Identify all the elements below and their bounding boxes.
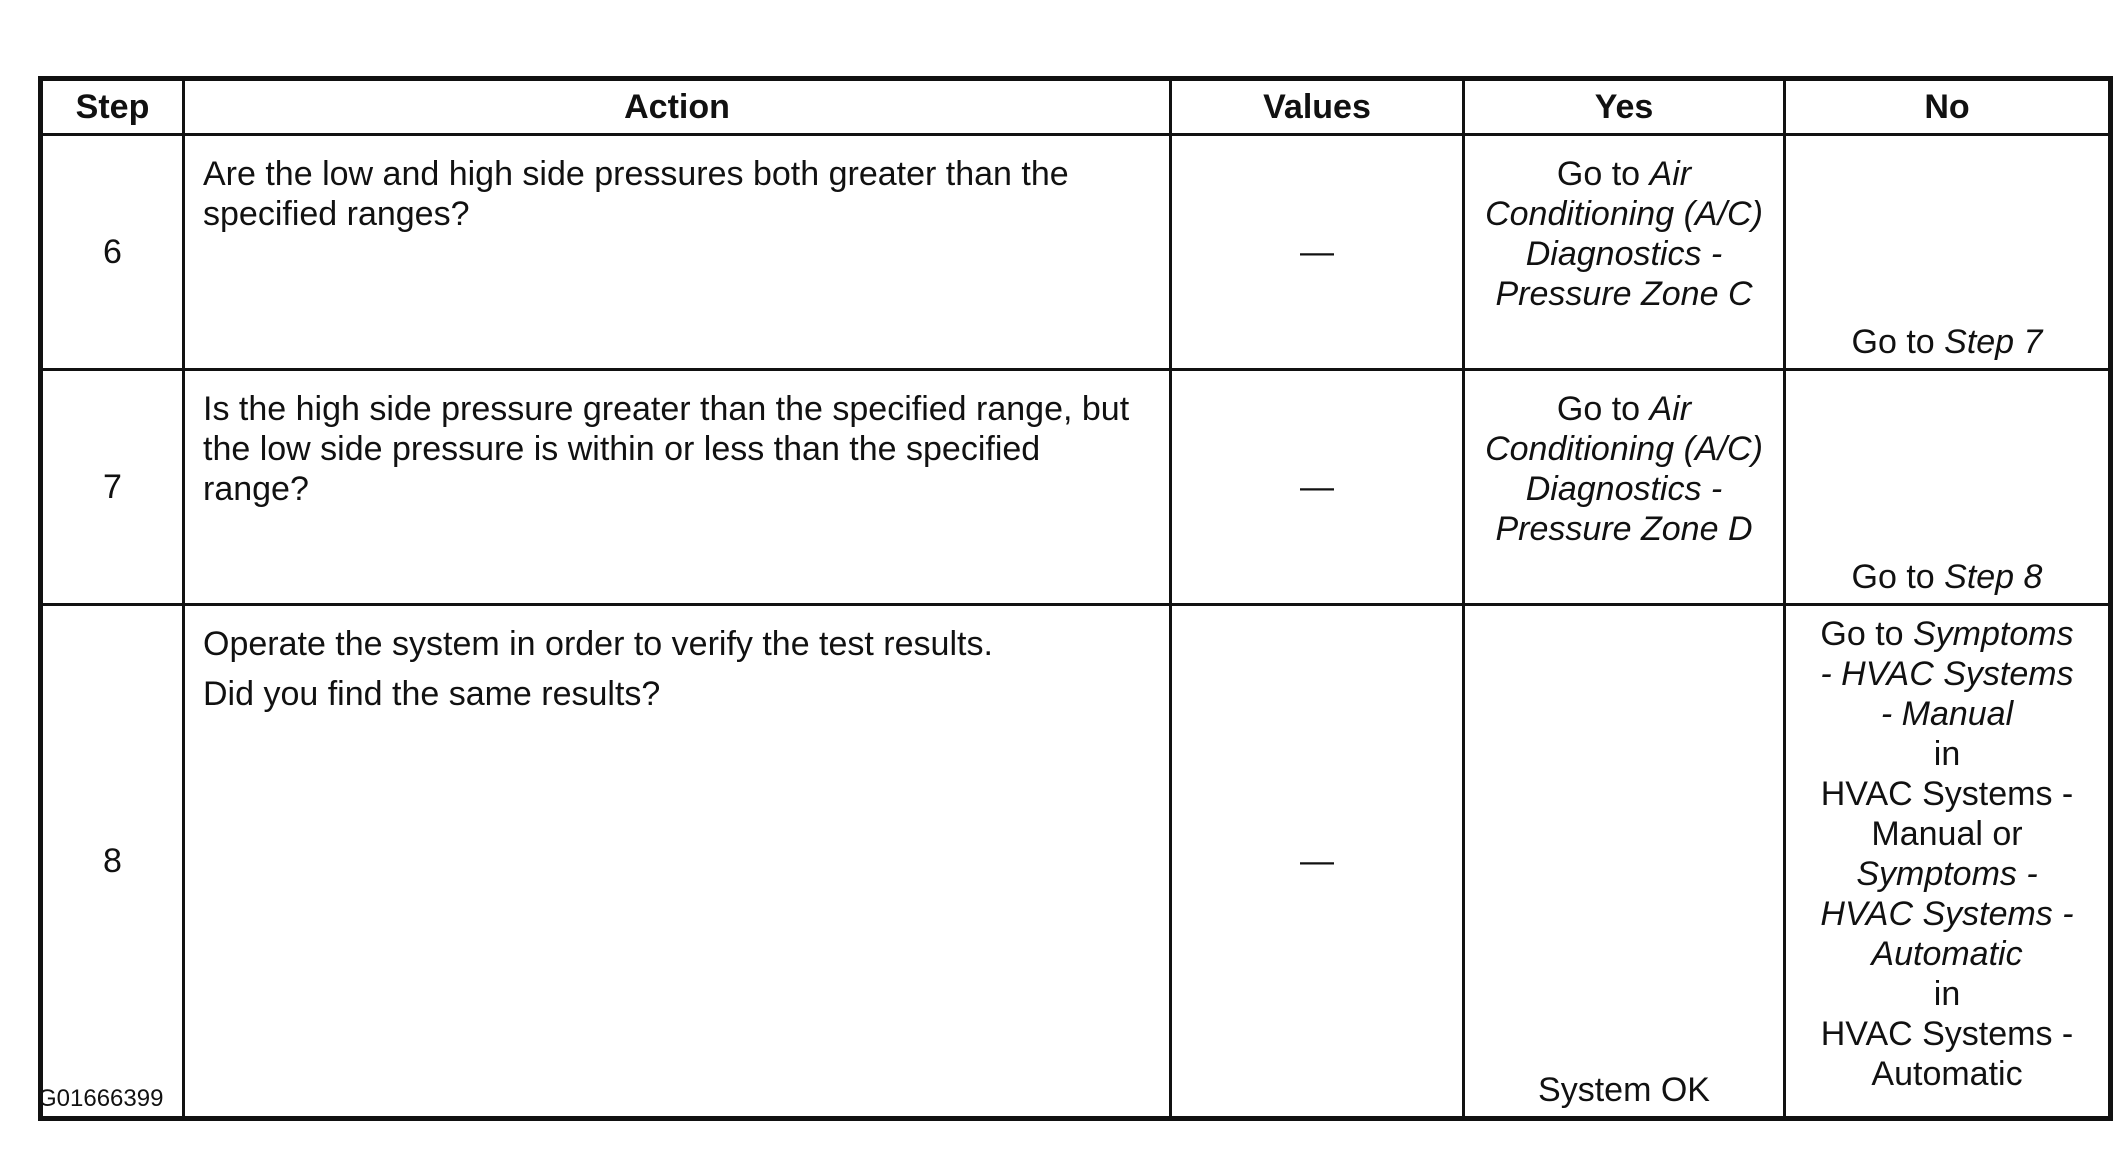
header-step: Step [41,79,184,135]
reference-link[interactable]: Symptoms - [1856,855,2038,893]
reference-link[interactable]: - HVAC Systems [1820,655,2074,693]
table-row-step-6 [41,135,2111,370]
go-to-text: Go to [1851,323,1945,361]
reference-link[interactable]: HVAC Systems - [1820,895,2074,933]
reference-link[interactable]: Diagnostics - [1525,470,1723,508]
reference-link[interactable]: Pressure Zone C [1495,275,1753,313]
values-cell: — [1171,605,1464,1119]
no-cell [1785,135,2111,370]
action-text: Are the low and high side pressures both greater than the specified ranges? [203,155,1069,233]
reference-link[interactable]: Air [1649,390,1692,428]
step-link[interactable]: Step 8 [1944,558,2043,596]
values-cell: — [1171,370,1464,605]
reference-in-text: in [1933,975,1961,1013]
step-number: 6 [41,135,184,370]
action-text: Operate the system in order to verify the test results. [203,625,993,663]
go-to-text: Go to [1851,558,1945,596]
action-cell [184,370,1171,605]
action-cell [184,135,1171,370]
no-reference-line[interactable] [1790,557,2104,597]
table-row-step-8 [41,605,2111,1119]
header-values: Values [1171,79,1464,135]
action-question: Did you find the same results? [203,675,661,713]
header-action: Action [184,79,1171,135]
reference-link[interactable]: Diagnostics - [1525,235,1723,273]
reference-section-text: Manual or [1871,815,2023,853]
figure-id: G01666399 [38,1085,164,1112]
go-to-text: Go to [1556,155,1650,193]
reference-in-text: in [1933,735,1961,773]
header-row [41,79,2111,135]
header-yes: Yes [1464,79,1785,135]
no-cell [1785,370,2111,605]
reference-section-text: HVAC Systems - [1820,1015,2074,1053]
go-to-text: Go to [1820,615,1913,653]
reference-link[interactable]: Conditioning (A/C) [1485,195,1763,233]
reference-link[interactable]: Pressure Zone D [1495,510,1753,548]
no-cell [1785,605,2111,1119]
go-to-text: Go to [1556,390,1650,428]
reference-section-text: HVAC Systems - [1820,775,2074,813]
system-ok-text: System OK [1538,1071,1710,1109]
header-no: No [1785,79,2111,135]
yes-reference-line-1[interactable] [1469,389,1779,429]
reference-section-text: Automatic [1871,1055,2023,1093]
diagnostic-table [38,76,2113,1121]
step-number: 7 [41,370,184,605]
yes-cell [1464,135,1785,370]
action-cell [184,605,1171,1119]
no-reference-line-1[interactable] [1790,614,2104,654]
action-text: Is the high side pressure greater than the specified range, but the low side pressure is within or less than the specified range? [203,390,1130,508]
no-reference-line[interactable] [1790,322,2104,362]
values-cell: — [1171,135,1464,370]
step-link[interactable]: Step 7 [1944,323,2043,361]
yes-reference-line-1[interactable] [1469,154,1779,194]
yes-cell [1464,370,1785,605]
reference-link[interactable]: Symptoms [1913,615,2074,653]
reference-link[interactable]: Automatic [1871,935,2023,973]
reference-link[interactable]: Air [1649,155,1692,193]
reference-link[interactable]: Conditioning (A/C) [1485,430,1763,468]
table-row-step-7 [41,370,2111,605]
reference-link[interactable]: - Manual [1880,695,2014,733]
step-number: 8 [41,605,184,1119]
yes-cell [1464,605,1785,1119]
